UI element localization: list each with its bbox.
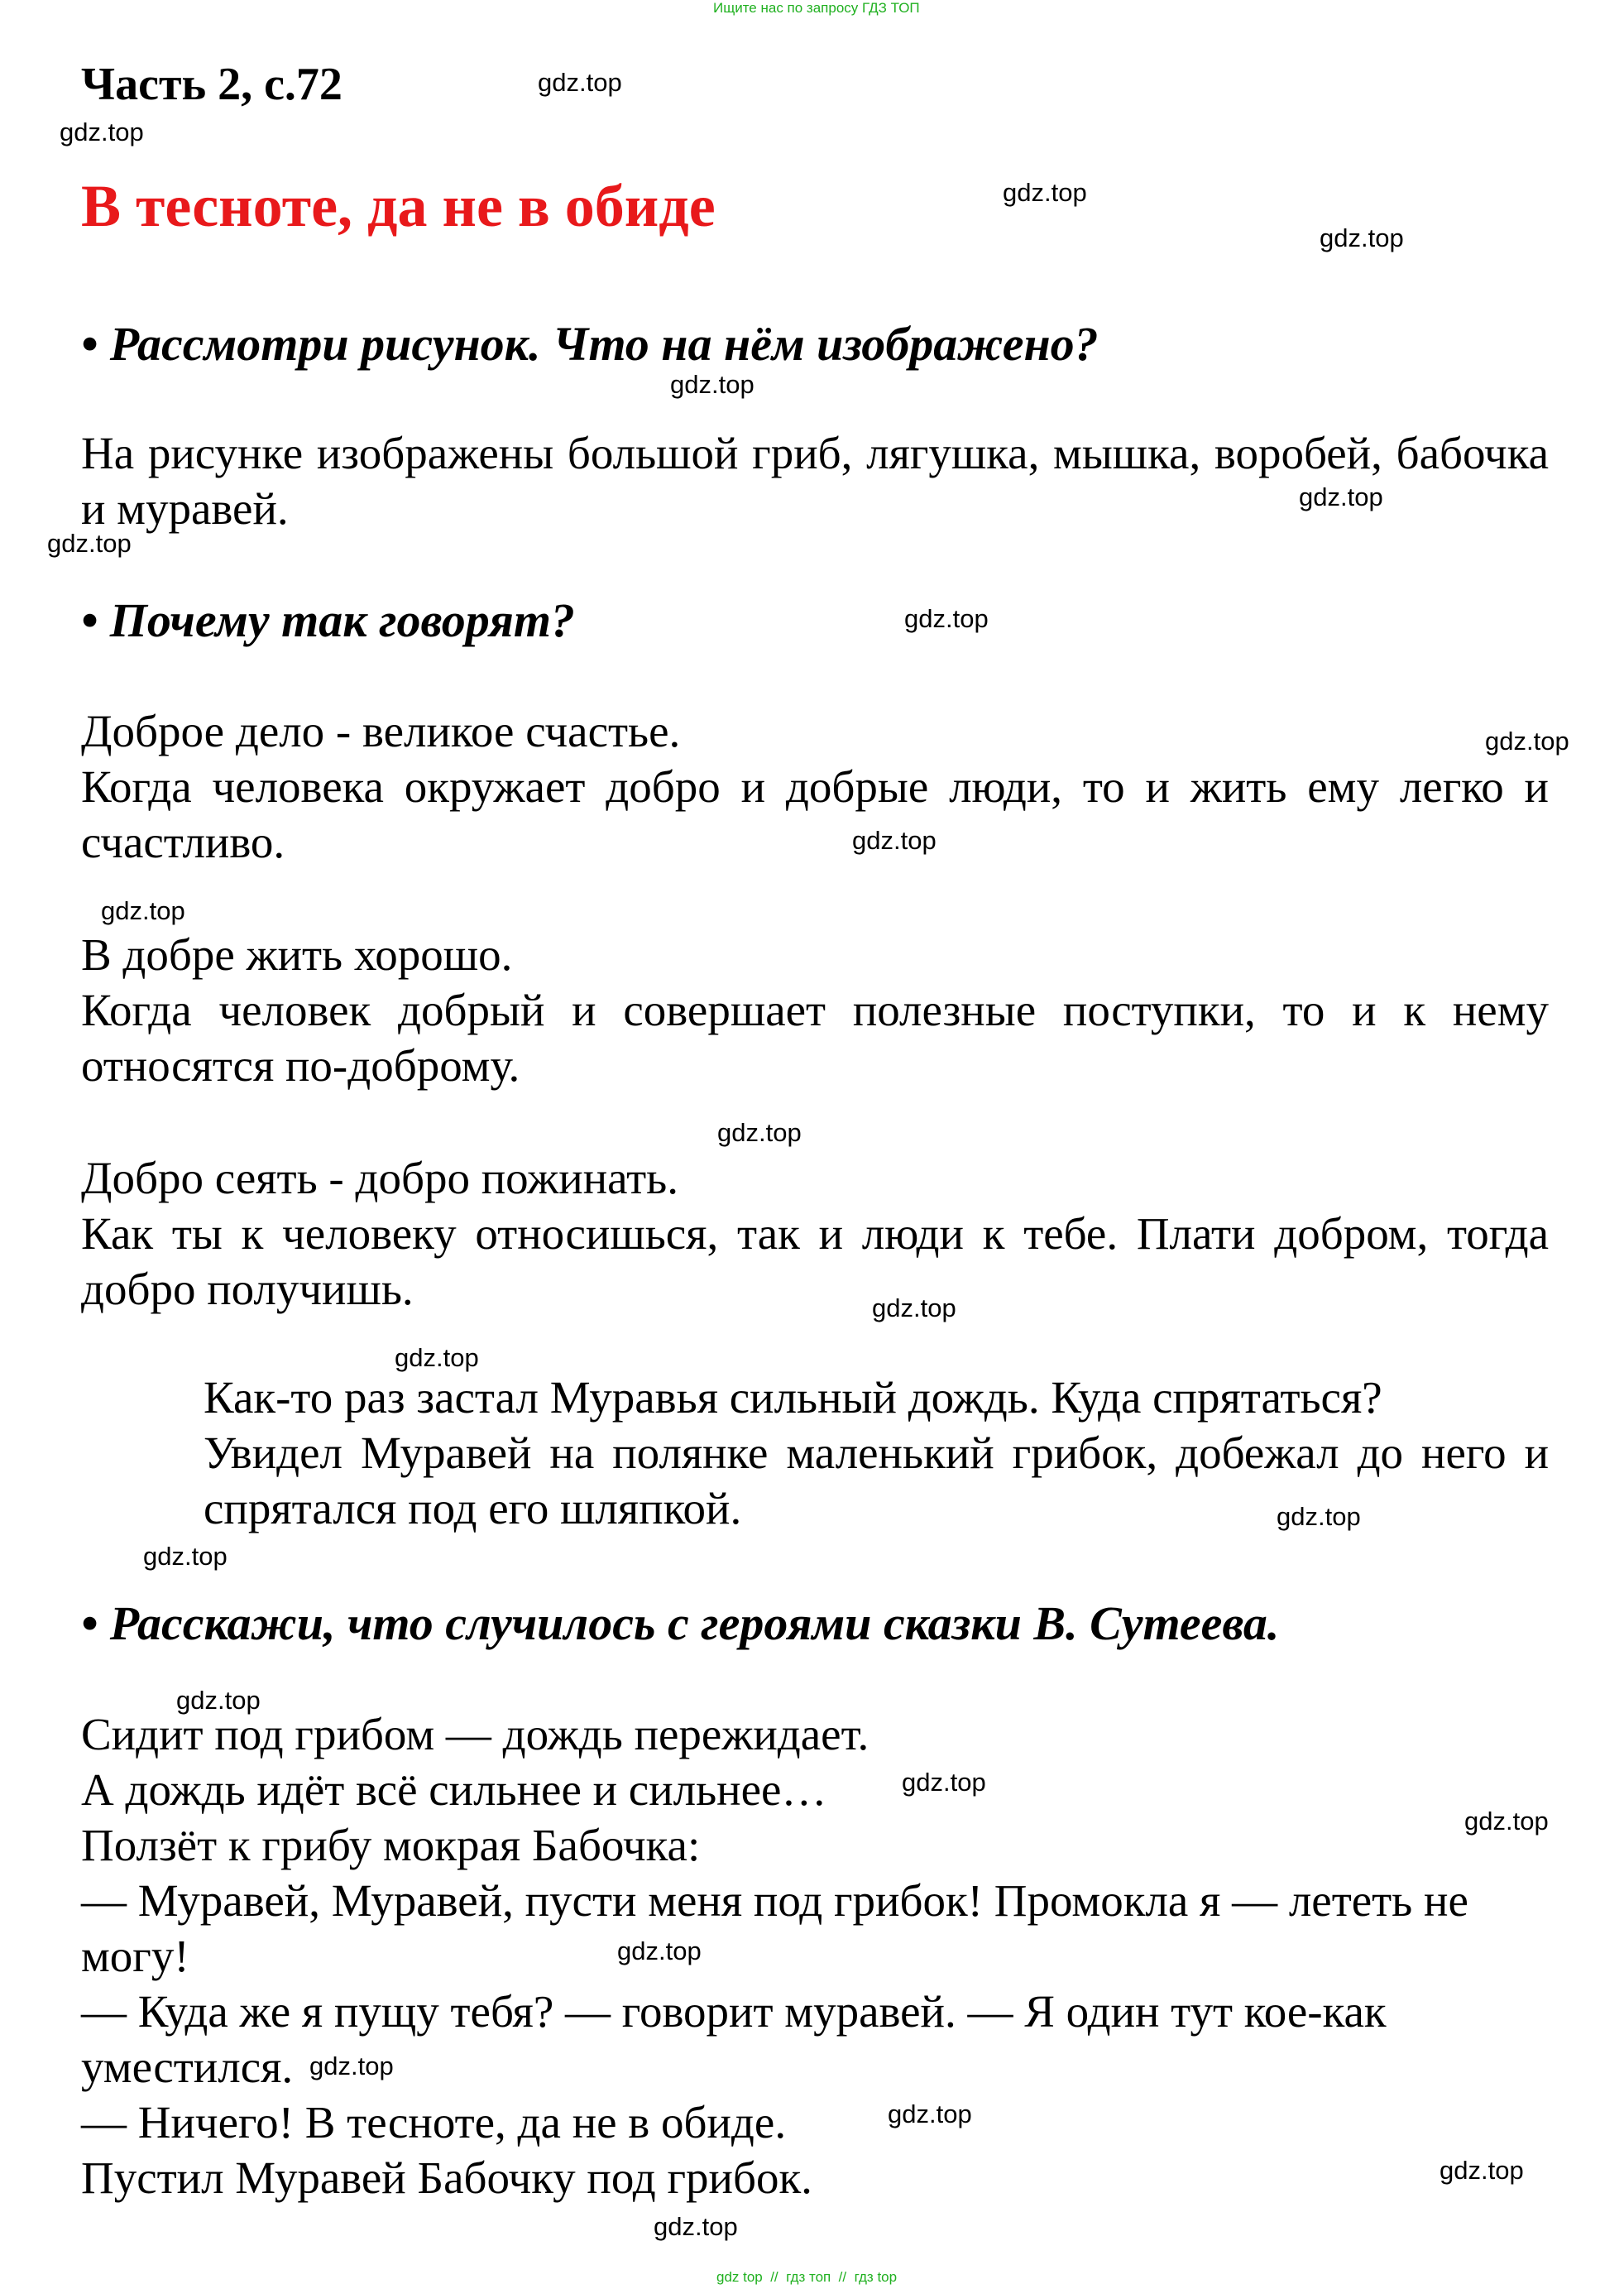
- watermark: gdz.top: [60, 118, 144, 146]
- watermark: gdz.top: [872, 1293, 956, 1322]
- part-heading: Часть 2, с.72: [81, 59, 343, 110]
- watermark: gdz.top: [670, 370, 755, 399]
- proverb-explanation: Как ты к человеку относишься, так и люди к тебе. Плати добром, тогда добро получишь.: [81, 1208, 1549, 1314]
- watermark: gdz.top: [1320, 223, 1404, 252]
- page-title: В тесноте, да не в обиде: [81, 173, 716, 239]
- watermark: gdz.top: [654, 2212, 738, 2241]
- watermark: gdz.top: [888, 2099, 972, 2128]
- watermark: gdz.top: [1440, 2156, 1524, 2185]
- watermark: gdz.top: [538, 68, 622, 97]
- watermark: gdz.top: [1464, 1807, 1549, 1836]
- proverb-explanation: Когда человек добрый и совершает полезные поступки, то и к нему относятся по-доброму.: [81, 985, 1549, 1091]
- story-line: Увидел Муравей на полянке маленький грибок, добежал до него и спрятался под его шляпкой.: [204, 1428, 1549, 1533]
- watermark: gdz.top: [176, 1686, 261, 1715]
- proverb-line: В добре жить хорошо.: [81, 929, 513, 980]
- tale-line: — Ничего! В тесноте, да не в обиде.: [81, 2097, 787, 2147]
- proverb-line: Доброе дело - великое счастье.: [81, 706, 681, 756]
- question-tell-story: • Расскажи, что случилось с героями сказки В. Сутеева.: [81, 1596, 1280, 1650]
- watermark: gdz.top: [143, 1542, 228, 1571]
- watermark: gdz.top: [902, 1768, 986, 1797]
- watermark: gdz.top: [904, 604, 989, 633]
- footer-banner: gdz top // гдз топ // гдз top: [716, 2269, 898, 2285]
- proverb-block-1: [81, 703, 1549, 870]
- watermark: gdz.top: [617, 1936, 702, 1965]
- tale-line: — Куда же я пущу тебя? — говорит муравей. — Я один тут кое-как уместился.: [81, 1986, 1387, 2092]
- tale-text: [81, 1706, 1549, 2205]
- proverb-block-3: [81, 1150, 1549, 1317]
- top-banner: Ищите нас по запросу ГДЗ ТОП: [713, 0, 920, 16]
- story-line: Как-то раз застал Муравья сильный дождь. Куда спрятаться?: [204, 1372, 1382, 1423]
- tale-line: — Муравей, Муравей, пусти меня под грибок! Промокла я — лететь не могу!: [81, 1875, 1468, 1981]
- watermark: gdz.top: [101, 896, 185, 925]
- watermark: gdz.top: [1277, 1502, 1361, 1531]
- answer-picture: На рисунке изображены большой гриб, лягушка, мышка, воробей, бабочка и муравей.: [81, 428, 1549, 534]
- tale-line: Сидит под грибом — дождь пережидает.: [81, 1709, 869, 1759]
- watermark: gdz.top: [47, 529, 132, 558]
- tale-line: Пустил Муравей Бабочку под грибок.: [81, 2152, 812, 2203]
- watermark: gdz.top: [717, 1118, 802, 1147]
- proverb-block-2: [81, 927, 1549, 1093]
- question-look-at-picture: • Рассмотри рисунок. Что на нём изображено?: [81, 317, 1099, 371]
- proverb-line: Добро сеять - добро пожинать.: [81, 1153, 678, 1203]
- watermark: gdz.top: [309, 2051, 394, 2080]
- proverb-explanation: Когда человека окружает добро и добрые люди, то и жить ему легко и счастливо.: [81, 761, 1549, 867]
- watermark: gdz.top: [1299, 482, 1383, 511]
- watermark: gdz.top: [852, 826, 937, 855]
- question-why-say-so: • Почему так говорят?: [81, 593, 575, 647]
- tale-line: А дождь идёт всё сильнее и сильнее…: [81, 1764, 827, 1815]
- watermark: gdz.top: [395, 1343, 479, 1372]
- watermark: gdz.top: [1003, 178, 1087, 207]
- tale-line: Ползёт к грибу мокрая Бабочка:: [81, 1820, 701, 1870]
- watermark: gdz.top: [1485, 727, 1569, 756]
